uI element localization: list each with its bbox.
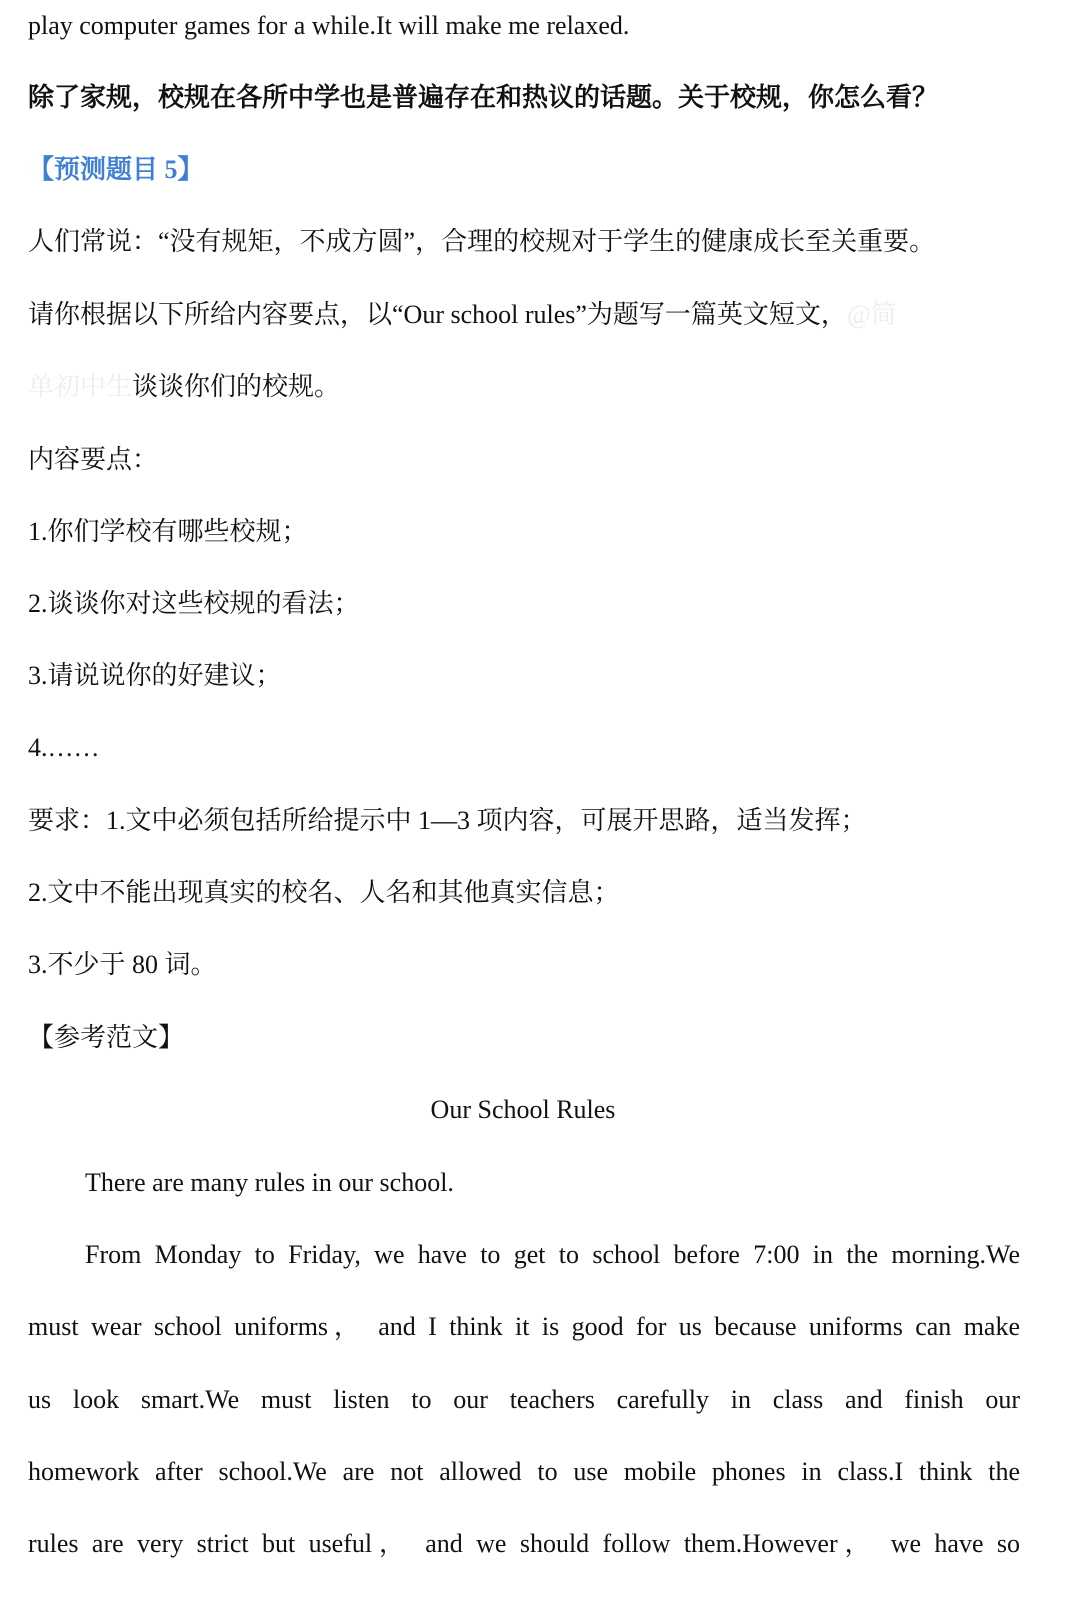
requirement-item: 3.不少于 80 词。	[28, 950, 217, 979]
intro-line-2	[28, 295, 1080, 335]
requirement-item: 要求：1.文中必须包括所给提示中 1—3 项内容，可展开思路，适当发挥；	[28, 806, 867, 835]
intro-line-3	[28, 367, 1080, 407]
requirement-item: 2.文中不能出现真实的校名、人名和其他真实信息；	[28, 878, 620, 907]
section-heading: 【预测题目 5】	[28, 155, 204, 184]
watermark-text: 单初中生	[28, 372, 133, 401]
essay-line: There are many rules in our school.	[85, 1168, 454, 1197]
sample-label: 【参考范文】	[28, 1023, 185, 1052]
essay-line: must wear school uniforms， and I think it is good for us because uniforms can make	[28, 1312, 1020, 1341]
question-line: 除了家规，校规在各所中学也是普遍存在和热议的话题。关于校规，你怎么看？	[28, 83, 939, 112]
intro-line-2-text: 请你根据以下所给内容要点，以“Our school rules”为题写一篇英文短文，	[28, 300, 847, 329]
point-item: 2.谈谈你对这些校规的看法；	[28, 589, 360, 618]
essay-line: homework after school.We are not allowed to use mobile phones in class.I think the	[28, 1457, 1020, 1486]
essay-line: rules are very strict but useful， and we should follow them.However， we have so	[28, 1529, 1020, 1558]
points-label: 内容要点：	[28, 445, 159, 474]
point-item: 4.……	[28, 733, 100, 762]
essay-title: Our School Rules	[430, 1095, 616, 1124]
watermark-text: @简	[846, 300, 897, 329]
intro-line-1: 人们常说：“没有规矩，不成方圆”，合理的校规对于学生的健康成长至关重要。	[28, 227, 936, 256]
previous-text-line: play computer games for a while.It will make me relaxed.	[28, 11, 630, 40]
intro-line-3-text: 谈谈你们的校规。	[132, 372, 341, 401]
essay-line: From Monday to Friday, we have to get to school before 7:00 in the morning.We	[85, 1240, 1020, 1269]
essay-line: us look smart.We must listen to our teachers carefully in class and finish our	[28, 1385, 1020, 1414]
point-item: 1.你们学校有哪些校规；	[28, 517, 308, 546]
point-item: 3.请说说你的好建议；	[28, 661, 282, 690]
